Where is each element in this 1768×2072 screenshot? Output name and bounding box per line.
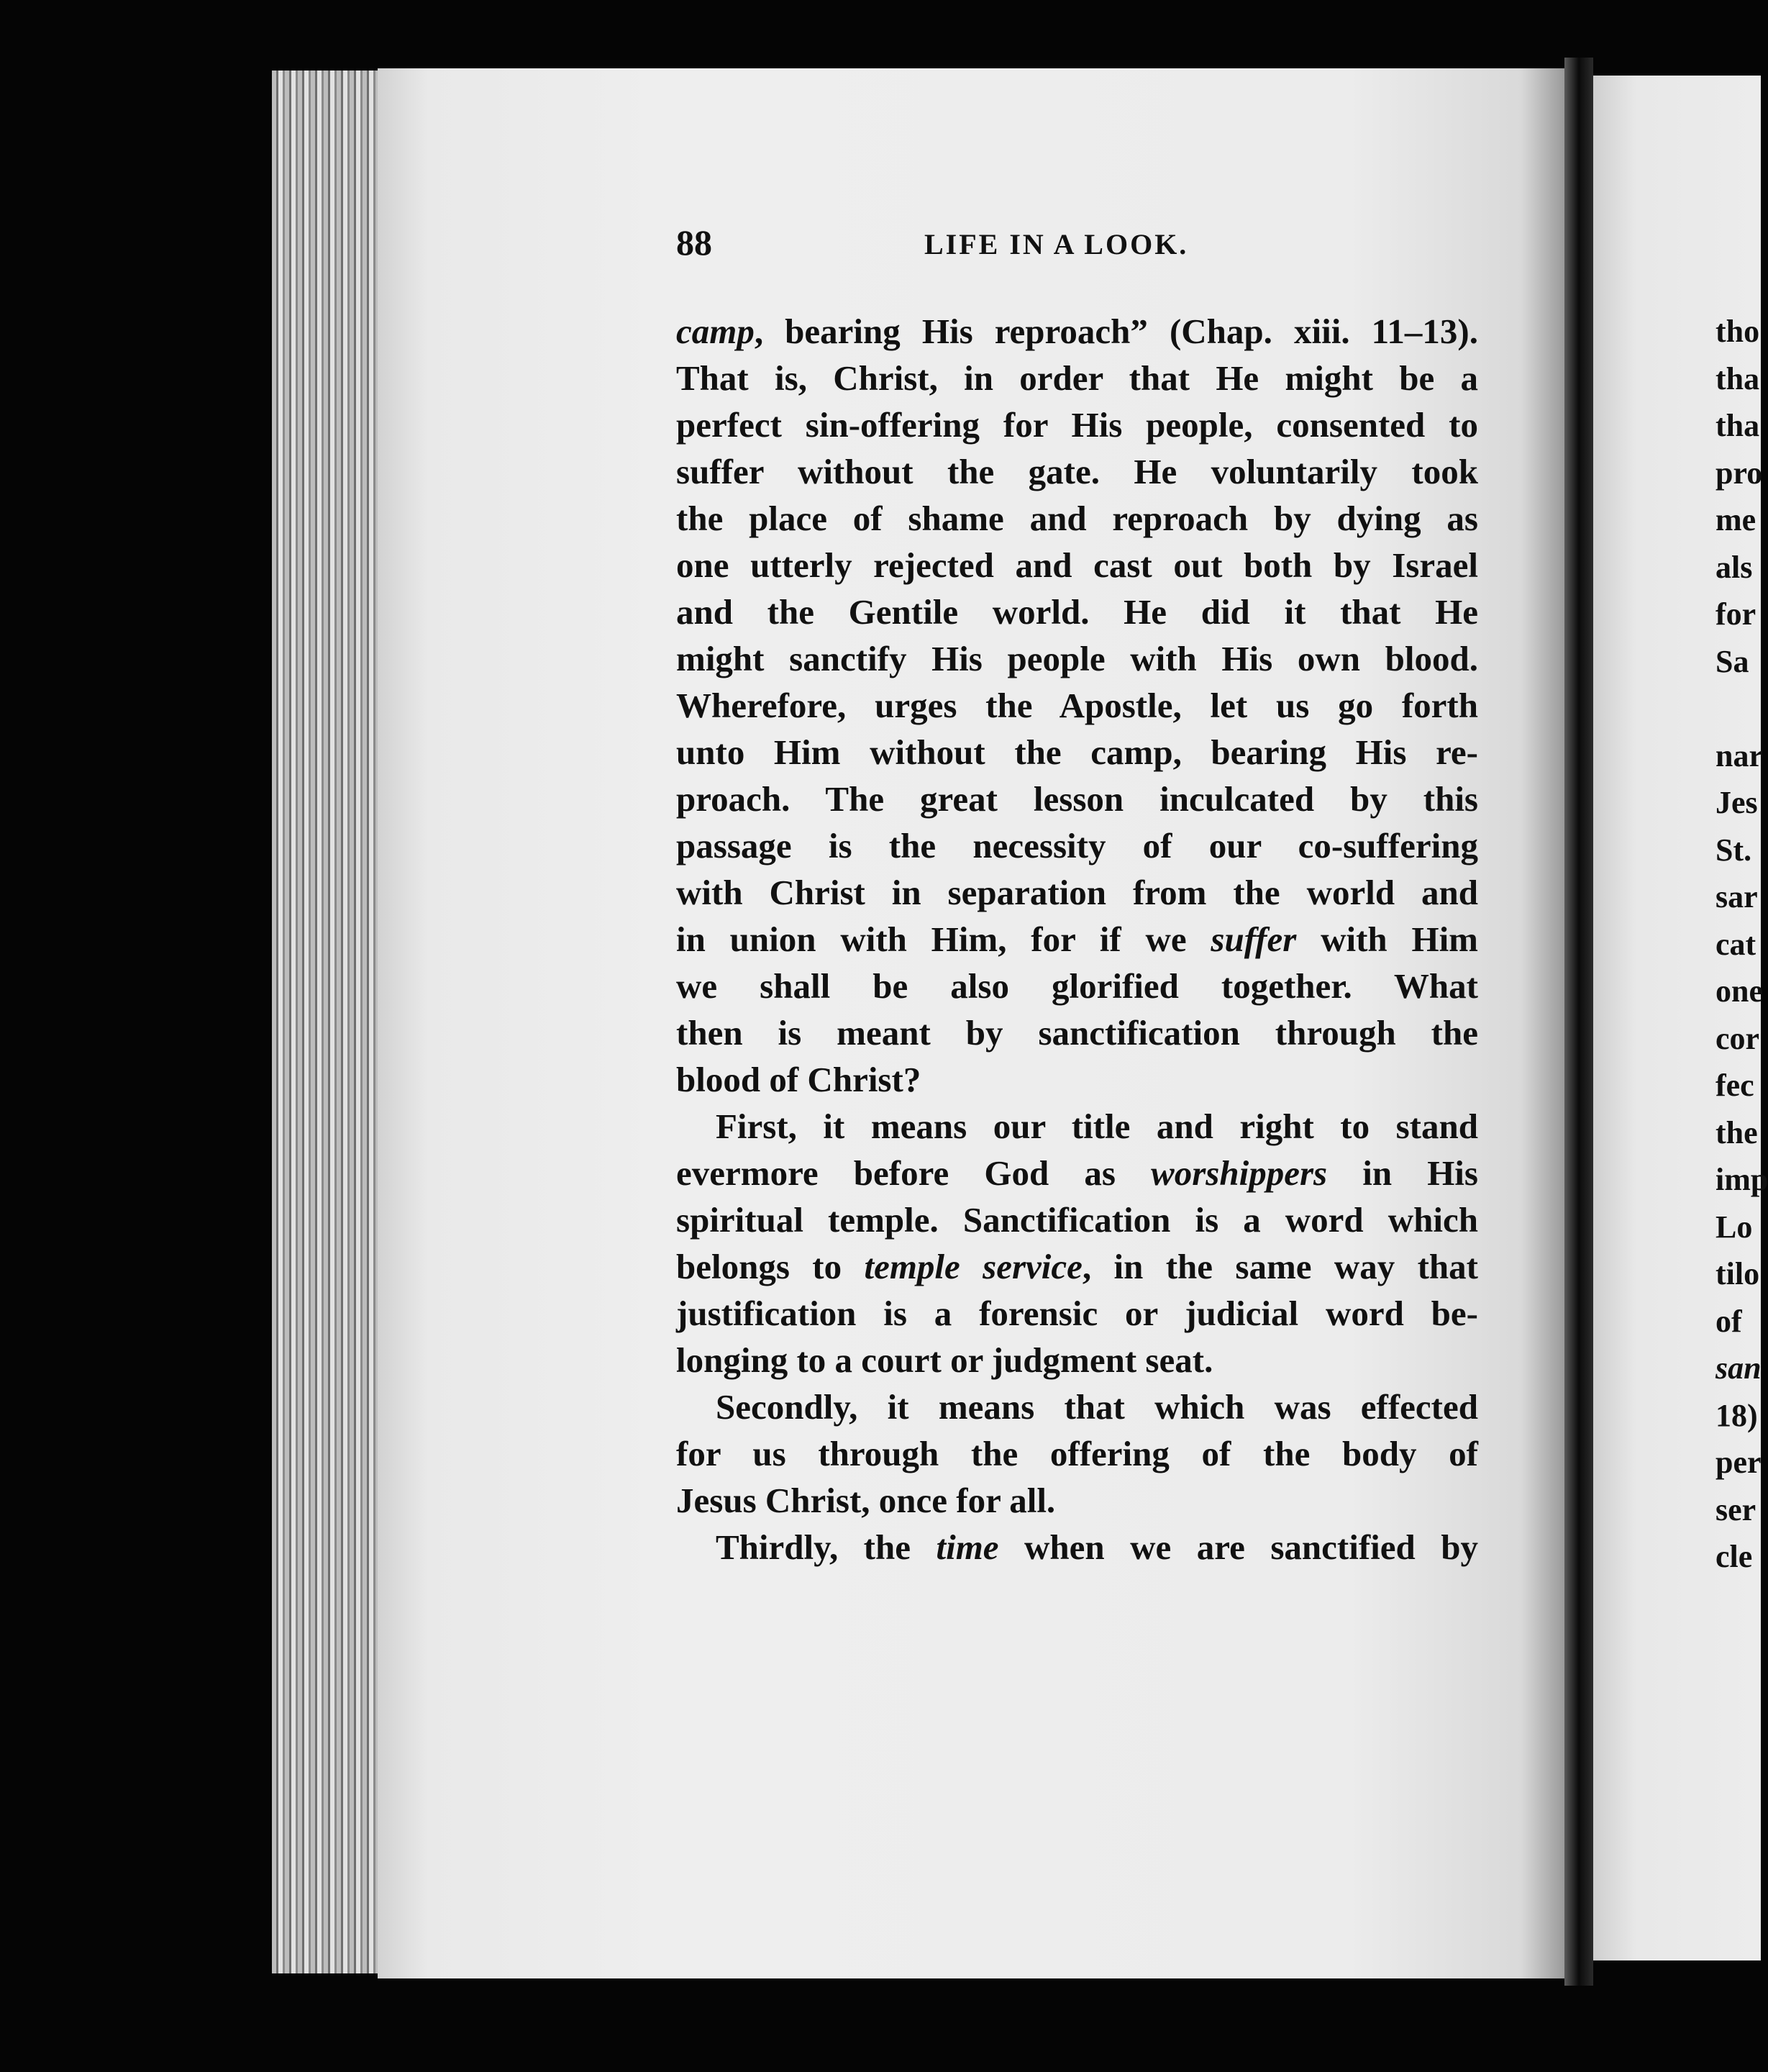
text-line	[676, 1337, 1478, 1383]
page-header	[676, 222, 1478, 265]
page-edges	[272, 71, 387, 1973]
facing-line-fragment: cor	[1715, 1020, 1760, 1056]
text-line	[676, 822, 1478, 869]
text-segment: we shall be also glorified together. What	[676, 966, 1478, 1006]
facing-line-fragment: pro	[1715, 455, 1763, 491]
text-segment: proach. The great lesson inculcated by this	[676, 779, 1478, 819]
text-line	[676, 542, 1478, 589]
text-line	[676, 401, 1478, 448]
text-segment: then is meant by sanctification through the	[676, 1013, 1478, 1053]
running-head: LIFE IN A LOOK.	[924, 228, 1189, 260]
text-line	[676, 1103, 1478, 1150]
facing-line-fragment: of	[1715, 1303, 1742, 1339]
text-segment: belongs to	[676, 1247, 865, 1286]
text-segment: one utterly rejected and cast out both by Israel	[676, 545, 1478, 585]
facing-line-fragment: ser	[1715, 1491, 1756, 1527]
facing-line-fragment: Lo	[1715, 1209, 1753, 1245]
text-segment: might sanctify His people with His own blood.	[676, 639, 1478, 678]
text-segment: Thirdly, the	[716, 1527, 937, 1567]
facing-line-fragment: Sa	[1715, 643, 1749, 679]
text-segment: Jesus Christ, once for all.	[676, 1481, 1056, 1520]
text-segment: perfect sin-offering for His people, consented to	[676, 405, 1478, 445]
text-line	[676, 729, 1478, 776]
facing-line-fragment: tha	[1715, 360, 1760, 396]
italic-text: time	[936, 1527, 999, 1567]
text-segment: with Christ in separation from the world and	[676, 873, 1478, 912]
text-segment: First, it means our title and right to stand	[716, 1107, 1478, 1146]
facing-line-fragment: fec	[1715, 1068, 1754, 1103]
text-segment: , bearing His reproach” (Chap. xiii. 11–13).	[754, 312, 1478, 351]
text-segment: unto Him without the camp, bearing His re-	[676, 732, 1478, 772]
facing-line-fragment: one	[1715, 973, 1763, 1009]
text-line	[676, 682, 1478, 729]
facing-line-fragment: cat	[1715, 926, 1756, 962]
book-gutter	[1564, 58, 1593, 1986]
text-line	[676, 355, 1478, 401]
page-number: 88	[676, 222, 712, 263]
facing-line-fragment: Jes	[1715, 785, 1758, 820]
text-line	[676, 1290, 1478, 1337]
text-line	[676, 776, 1478, 822]
text-segment: in His	[1327, 1153, 1478, 1193]
text-segment: for us through the offering of the body of	[676, 1434, 1478, 1473]
text-line	[676, 448, 1478, 495]
text-line	[676, 1056, 1478, 1103]
text-line	[676, 916, 1478, 963]
text-segment: in union with Him, for if we	[676, 919, 1211, 959]
text-line	[676, 1383, 1478, 1430]
text-line	[676, 1477, 1478, 1524]
body-text	[676, 308, 1478, 1571]
text-segment: Secondly, it means that which was effected	[716, 1387, 1478, 1427]
text-segment: with Him	[1296, 919, 1478, 959]
text-segment: justification is a forensic or judicial word be-	[676, 1294, 1478, 1333]
text-segment: passage is the necessity of our co-suffering	[676, 826, 1478, 865]
text-segment: That is, Christ, in order that He might be a	[676, 358, 1478, 398]
text-line	[676, 869, 1478, 916]
text-segment: spiritual temple. Sanctification is a word which	[676, 1200, 1478, 1240]
text-segment: , in the same way that	[1082, 1247, 1478, 1286]
facing-line-fragment: the	[1715, 1114, 1758, 1150]
facing-line-fragment: sar	[1715, 879, 1758, 914]
facing-line-fragment: tha	[1715, 408, 1760, 443]
facing-line-fragment: per	[1715, 1445, 1762, 1480]
text-segment: Wherefore, urges the Apostle, let us go forth	[676, 686, 1478, 725]
facing-line-fragment: for	[1715, 596, 1756, 632]
text-line	[676, 1430, 1478, 1477]
facing-line-fragment: als	[1715, 549, 1753, 585]
facing-line-fragment: St.	[1715, 832, 1752, 868]
text-line	[676, 963, 1478, 1009]
facing-line-fragment: tilo	[1715, 1256, 1760, 1291]
facing-line-fragment: imp	[1715, 1162, 1768, 1197]
facing-line-fragment: tho	[1715, 314, 1760, 349]
text-line	[676, 1196, 1478, 1243]
text-segment: the place of shame and reproach by dying as	[676, 499, 1478, 538]
facing-line-fragment: cle	[1715, 1539, 1753, 1574]
text-segment: longing to a court or judgment seat.	[676, 1340, 1213, 1380]
text-segment: suffer without the gate. He voluntarily took	[676, 452, 1478, 491]
facing-line-fragment	[1715, 685, 1761, 732]
text-segment: blood of Christ?	[676, 1060, 921, 1099]
text-segment: when we are sanctified by	[998, 1527, 1478, 1567]
text-line	[676, 1243, 1478, 1290]
text-line	[676, 495, 1478, 542]
italic-text: camp	[676, 312, 755, 351]
text-line	[676, 308, 1478, 355]
italic-text: suffer	[1211, 919, 1297, 959]
facing-line-fragment: nar	[1715, 737, 1763, 773]
text-line	[676, 1150, 1478, 1196]
text-segment: and the Gentile world. He did it that He	[676, 592, 1478, 632]
facing-page-text	[1715, 308, 1768, 1581]
facing-line-fragment: 18)	[1715, 1397, 1758, 1433]
text-line	[676, 1524, 1478, 1571]
text-line	[676, 589, 1478, 635]
italic-text: worshippers	[1151, 1153, 1328, 1193]
text-segment: evermore before God as	[676, 1153, 1152, 1193]
text-line	[676, 1009, 1478, 1056]
text-line	[676, 635, 1478, 682]
facing-line-fragment: san	[1715, 1350, 1762, 1386]
italic-text: temple service	[864, 1247, 1083, 1286]
facing-line-fragment: me	[1715, 502, 1756, 537]
